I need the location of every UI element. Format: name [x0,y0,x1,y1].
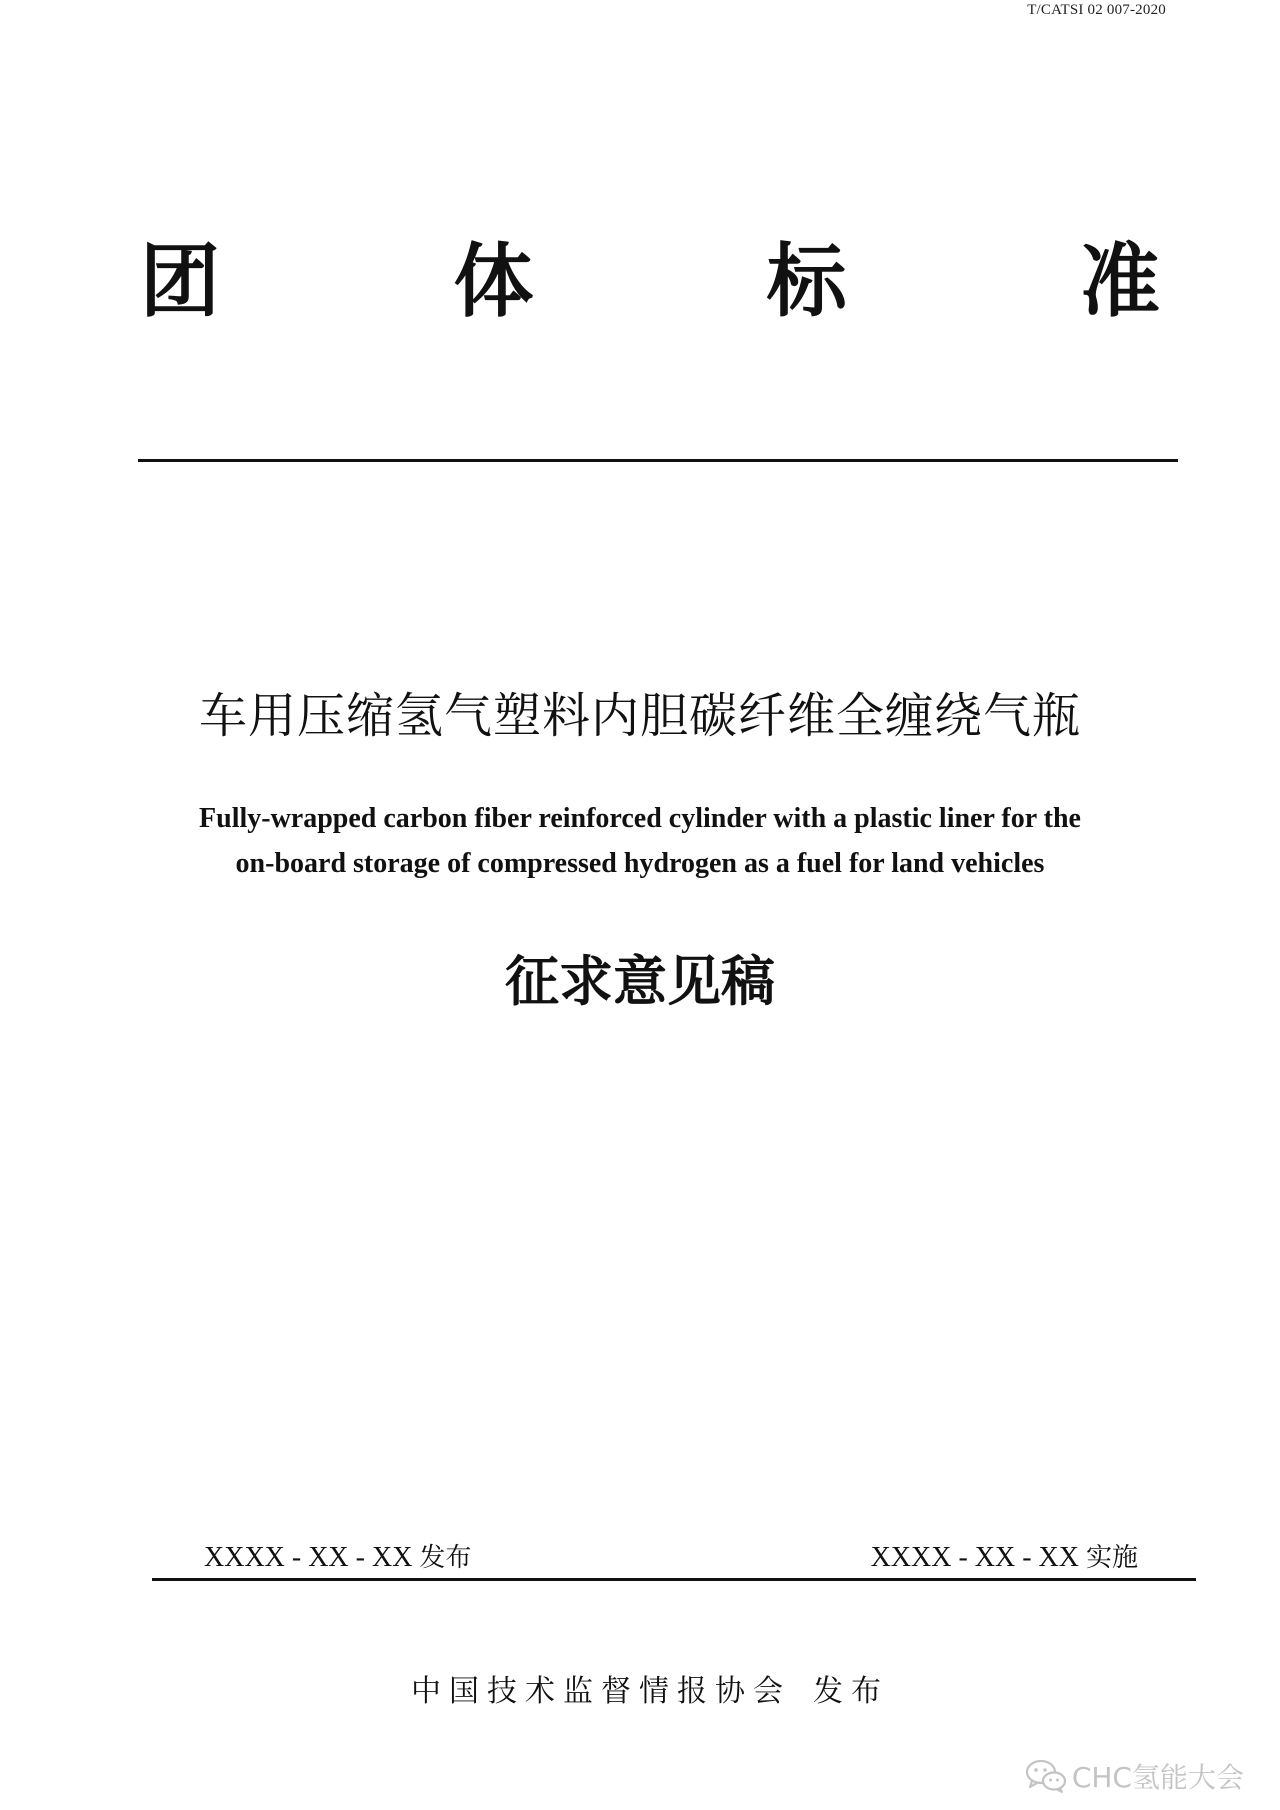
publisher-line [0,1666,1280,1710]
standard-type-char: 体 [453,235,534,328]
standard-type-char: 准 [1079,235,1160,328]
standard-type-char: 团 [140,235,220,328]
document-code: T/CATSI 02 007-2020 [1027,2,1166,18]
top-divider [138,459,1178,462]
draft-status-label: 征求意见稿 [505,950,775,1013]
implement-date [871,1537,1138,1574]
english-title-line-1: Fully-wrapped carbon fiber reinforced cylinder with a plastic liner for the [199,803,1081,834]
publish-date-value: XXXX - XX - XX [204,1542,413,1573]
standard-type-char: 标 [766,235,847,328]
standard-type-heading [140,232,1160,332]
implement-date-value: XXXX - XX - XX [870,1542,1079,1573]
publisher-name: 中国技术监督情报协会 [411,1674,791,1709]
watermark-text: CHC氢能大会 [1071,1761,1244,1794]
wechat-icon [1024,1757,1068,1795]
publish-date-label: 发布 [419,1543,472,1573]
watermark [1024,1756,1244,1796]
chinese-title: 车用压缩氢气塑料内胆碳纤维全缠绕气瓶 [198,688,1081,744]
implement-date-label: 实施 [1085,1543,1138,1573]
date-row [152,1537,1192,1577]
english-title [0,796,1280,886]
bottom-divider [152,1578,1196,1581]
publish-date [204,1537,471,1574]
english-title-line-2: on-board storage of compressed hydrogen as a fuel for land vehicles [235,848,1045,879]
publisher-action: 发布 [813,1674,889,1709]
